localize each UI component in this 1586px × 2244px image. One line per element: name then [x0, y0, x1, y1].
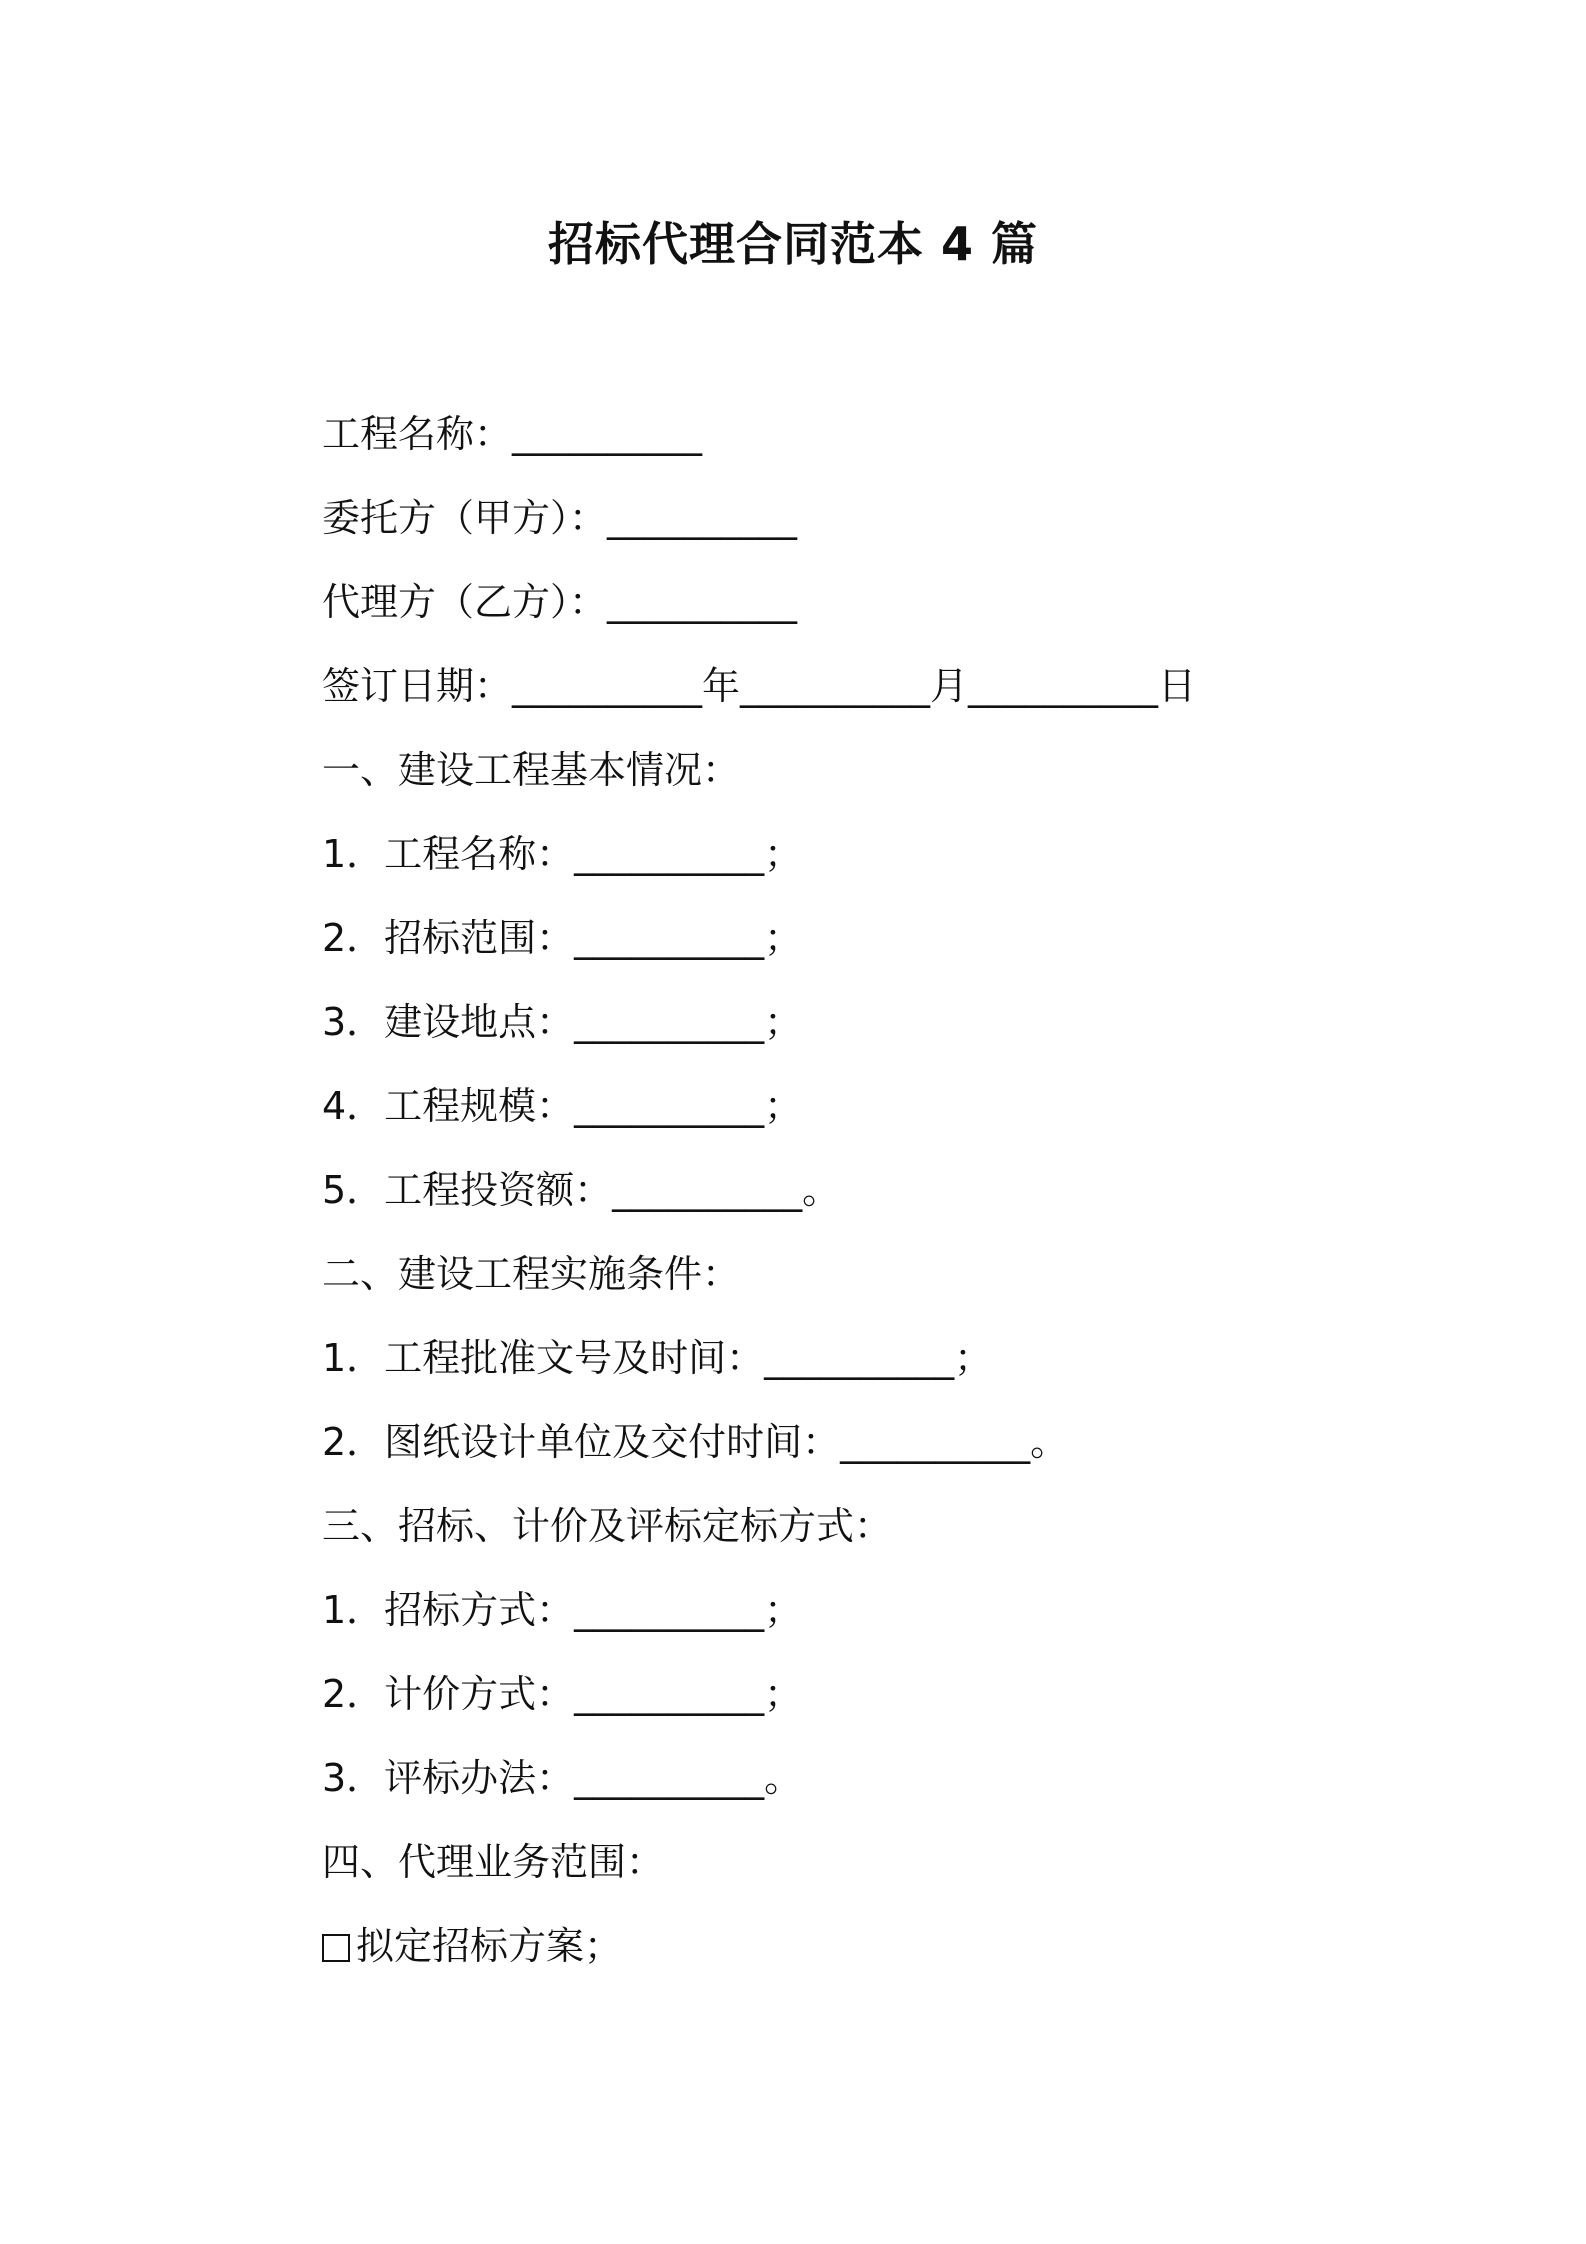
section-2-heading: 二、建设工程实施条件： [322, 1252, 741, 1296]
sign-date-field: 签订日期：__________年__________月__________日 [322, 664, 1197, 708]
section-4-checkbox-row [322, 1916, 1422, 2000]
checkbox-icon[interactable] [322, 1934, 350, 1962]
section-4-heading: 四、代理业务范围： [322, 1840, 665, 1884]
section-3-item: 2．计价方式：__________； [322, 1672, 803, 1716]
document-title: 招标代理合同范本 4 篇 [547, 217, 1039, 271]
checkbox-label: 拟定招标方案； [356, 1924, 623, 1968]
section-3-heading: 三、招标、计价及评标定标方式： [322, 1504, 893, 1548]
section-1-item: 3．建设地点：__________； [322, 1000, 803, 1044]
agent-field: 代理方（乙方）：__________ [322, 580, 798, 624]
section-1-item: 2．招标范围：__________； [322, 916, 803, 960]
section-3-item: 3．评标办法：__________。 [322, 1756, 803, 1800]
document-body [322, 404, 1422, 2000]
client-field: 委托方（甲方）：__________ [322, 496, 798, 540]
section-2-item: 1．工程批准文号及时间：__________； [322, 1336, 993, 1380]
section-3-item: 1．招标方式：__________； [322, 1588, 803, 1632]
project-name-field: 工程名称：__________ [322, 412, 703, 456]
section-1-item: 4．工程规模：__________； [322, 1084, 803, 1128]
section-1-item: 1．工程名称：__________； [322, 832, 803, 876]
section-1-heading: 一、建设工程基本情况： [322, 748, 741, 792]
section-2-item: 2．图纸设计单位及交付时间：__________。 [322, 1420, 1069, 1464]
section-1-item: 5．工程投资额：__________。 [322, 1168, 841, 1212]
